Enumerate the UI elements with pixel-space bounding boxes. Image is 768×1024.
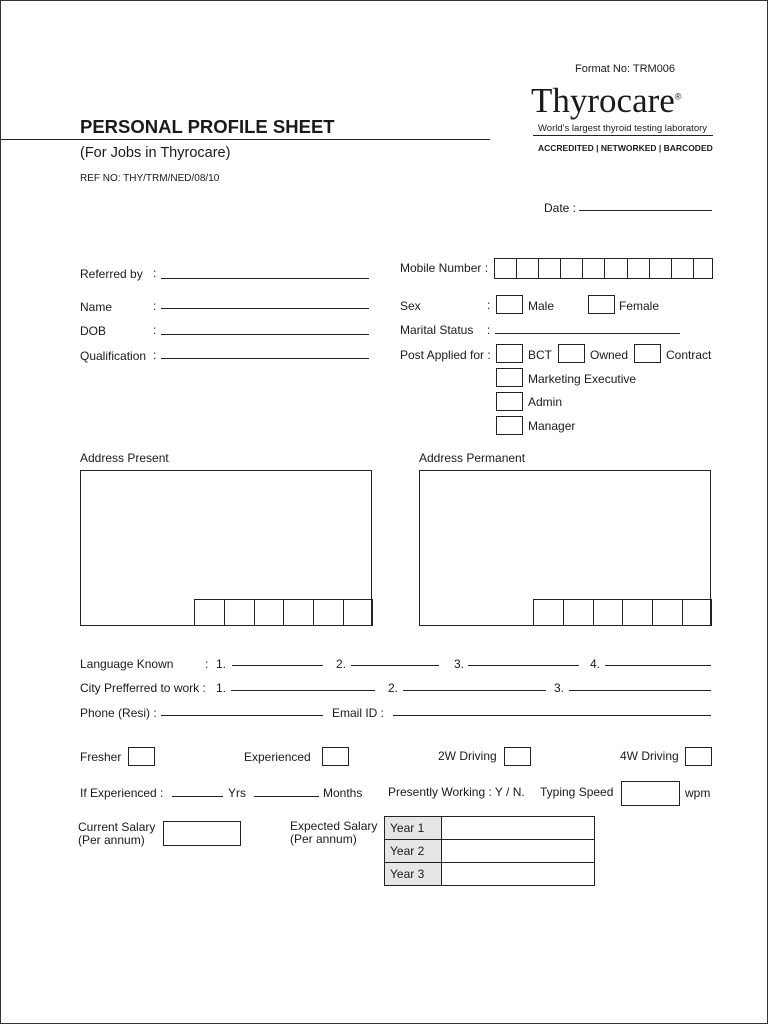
mobile-digit-box[interactable]	[561, 259, 583, 278]
experienced-checkbox[interactable]	[322, 747, 349, 766]
city-3-input-line[interactable]	[569, 690, 711, 691]
language-2-input-line[interactable]	[351, 665, 439, 666]
driving-4w-label: 4W Driving	[620, 749, 679, 763]
marketing-executive-checkbox[interactable]	[496, 368, 523, 387]
date-input-line[interactable]	[579, 210, 712, 211]
logo-text: Thyrocare	[531, 81, 675, 120]
post-applied-label: Post Applied for :	[400, 348, 491, 362]
typing-speed-label: Typing Speed	[540, 785, 614, 799]
expected-salary-label: Expected Salary	[290, 819, 378, 833]
fresher-checkbox[interactable]	[128, 747, 155, 766]
pincode-digit-box[interactable]	[623, 600, 653, 625]
qualification-input-line[interactable]	[161, 358, 369, 359]
page-subtitle: (For Jobs in Thyrocare)	[80, 145, 231, 161]
sex-colon: :	[487, 298, 491, 312]
mobile-digit-box[interactable]	[583, 259, 605, 278]
female-label: Female	[619, 299, 660, 313]
email-id-input-line[interactable]	[393, 715, 711, 716]
address-present-label: Address Present	[80, 451, 169, 465]
typing-speed-input[interactable]	[621, 781, 680, 806]
driving-4w-checkbox[interactable]	[685, 747, 712, 766]
pincode-digit-box[interactable]	[195, 600, 225, 625]
address-permanent-label: Address Permanent	[419, 451, 526, 465]
city-2-input-line[interactable]	[403, 690, 546, 691]
mobile-number-boxes[interactable]	[494, 258, 713, 279]
table-row	[385, 863, 595, 886]
bct-checkbox[interactable]	[496, 344, 523, 363]
dob-label: DOB	[80, 324, 107, 338]
mobile-digit-box[interactable]	[694, 259, 712, 278]
manager-checkbox[interactable]	[496, 416, 523, 435]
bct-label: BCT	[528, 348, 552, 362]
owned-checkbox[interactable]	[558, 344, 585, 363]
pincode-digit-box[interactable]	[564, 600, 594, 625]
table-row	[385, 817, 595, 840]
driving-2w-checkbox[interactable]	[504, 747, 531, 766]
experience-months-input-line[interactable]	[254, 796, 319, 797]
mobile-digit-box[interactable]	[672, 259, 694, 278]
sex-label: Sex	[400, 299, 421, 313]
language-1-number: 1.	[216, 657, 227, 671]
company-tagline: World's largest thyroid testing laboratory	[538, 123, 708, 134]
reference-number: REF NO: THY/TRM/NED/08/10	[80, 173, 220, 184]
wpm-label: wpm	[685, 786, 711, 800]
referred-by-label: Referred by	[80, 267, 143, 281]
marital-status-label: Marital Status	[400, 323, 474, 337]
referred-by-input-line[interactable]	[161, 278, 369, 279]
pincode-digit-box[interactable]	[594, 600, 624, 625]
pincode-digit-box[interactable]	[653, 600, 683, 625]
registered-mark: ®	[674, 91, 682, 102]
language-3-number: 3.	[454, 657, 465, 671]
months-label: Months	[323, 786, 363, 800]
language-4-number: 4.	[590, 657, 601, 671]
contract-checkbox[interactable]	[634, 344, 661, 363]
experienced-label: Experienced	[244, 750, 311, 764]
male-label: Male	[528, 299, 555, 313]
year-3-input[interactable]	[442, 863, 595, 886]
title-divider	[1, 139, 490, 140]
expected-salary-table	[384, 816, 595, 886]
page-title: PERSONAL PROFILE SHEET	[80, 116, 335, 137]
pincode-digit-box[interactable]	[683, 600, 711, 625]
expected-salary-period: (Per annum)	[290, 832, 357, 846]
format-number: Format No: TRM006	[575, 63, 676, 75]
fresher-label: Fresher	[80, 750, 122, 764]
mobile-digit-box[interactable]	[495, 259, 517, 278]
mobile-digit-box[interactable]	[539, 259, 561, 278]
mobile-digit-box[interactable]	[605, 259, 627, 278]
manager-label: Manager	[528, 419, 576, 433]
if-experienced-label: If Experienced :	[80, 786, 164, 800]
current-salary-input[interactable]	[163, 821, 241, 846]
name-input-line[interactable]	[161, 308, 369, 309]
city-2-number: 2.	[388, 681, 399, 695]
date-label: Date :	[544, 201, 577, 215]
current-salary-period: (Per annum)	[78, 833, 145, 847]
language-4-input-line[interactable]	[605, 665, 711, 666]
table-row	[385, 840, 595, 863]
city-3-number: 3.	[554, 681, 565, 695]
phone-resi-input-line[interactable]	[161, 715, 323, 716]
year-2-input[interactable]	[442, 840, 595, 863]
marital-status-input-line[interactable]	[495, 333, 680, 334]
contract-label: Contract	[666, 348, 712, 362]
permanent-pincode-boxes[interactable]	[533, 599, 712, 626]
city-1-number: 1.	[216, 681, 227, 695]
presently-working-label: Presently Working : Y / N.	[388, 785, 525, 799]
logo-divider	[533, 135, 713, 136]
owned-label: Owned	[590, 348, 629, 362]
language-colon: :	[205, 657, 209, 671]
city-1-input-line[interactable]	[231, 690, 375, 691]
pincode-digit-box[interactable]	[225, 600, 255, 625]
mobile-digit-box[interactable]	[517, 259, 539, 278]
experience-years-input-line[interactable]	[172, 796, 223, 797]
year-1-label: Year 1	[385, 817, 442, 840]
pincode-digit-box[interactable]	[284, 600, 314, 625]
year-2-label: Year 2	[385, 840, 442, 863]
language-2-number: 2.	[336, 657, 347, 671]
present-pincode-boxes[interactable]	[194, 599, 373, 626]
female-checkbox[interactable]	[588, 295, 615, 314]
city-preferred-label: City Prefferred to work :	[80, 681, 206, 695]
name-label: Name	[80, 300, 113, 314]
mobile-digit-box[interactable]	[628, 259, 650, 278]
male-checkbox[interactable]	[496, 295, 523, 314]
pincode-digit-box[interactable]	[534, 600, 564, 625]
pincode-digit-box[interactable]	[344, 600, 372, 625]
phone-resi-label: Phone (Resi) :	[80, 706, 157, 720]
accreditation-text: ACCREDITED | NETWORKED | BARCODED	[538, 143, 713, 153]
email-id-label: Email ID :	[332, 706, 385, 720]
mobile-digit-box[interactable]	[650, 259, 672, 278]
dob-colon: :	[153, 323, 157, 337]
year-1-input[interactable]	[442, 817, 595, 840]
language-1-input-line[interactable]	[232, 665, 323, 666]
admin-label: Admin	[528, 395, 563, 409]
name-colon: :	[153, 299, 157, 313]
years-label: Yrs	[228, 786, 246, 800]
pincode-digit-box[interactable]	[314, 600, 344, 625]
marital-status-colon: :	[487, 323, 491, 337]
driving-2w-label: 2W Driving	[438, 749, 497, 763]
mobile-number-label: Mobile Number :	[400, 261, 489, 275]
dob-input-line[interactable]	[161, 334, 369, 335]
pincode-digit-box[interactable]	[255, 600, 285, 625]
qualification-label: Qualification	[80, 349, 147, 363]
admin-checkbox[interactable]	[496, 392, 523, 411]
marketing-executive-label: Marketing Executive	[528, 372, 637, 386]
company-logo	[531, 81, 681, 121]
qualification-colon: :	[153, 348, 157, 362]
language-known-label: Language Known	[80, 657, 174, 671]
referred-by-colon: :	[153, 266, 157, 280]
current-salary-label: Current Salary	[78, 820, 156, 834]
language-3-input-line[interactable]	[468, 665, 579, 666]
year-3-label: Year 3	[385, 863, 442, 886]
